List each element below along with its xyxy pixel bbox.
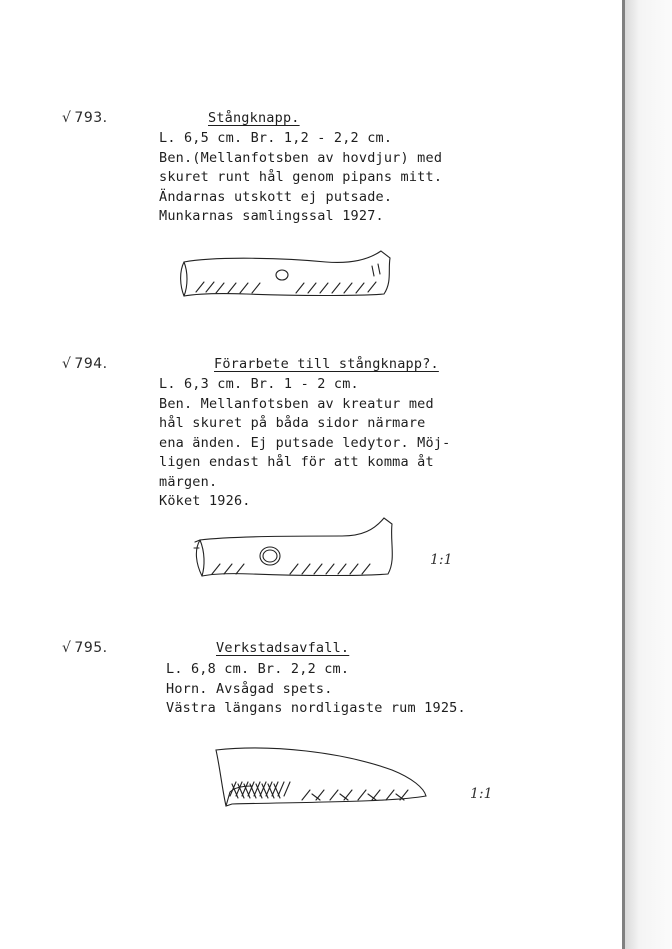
description-line: Ändarnas utskott ej putsade.	[159, 188, 393, 205]
check-mark: √	[62, 110, 72, 126]
entry-description	[159, 375, 450, 512]
entry-number	[62, 110, 108, 126]
entry-number	[62, 640, 108, 656]
description-line: Västra längans nordligaste rum 1925.	[166, 700, 466, 716]
description-line: L. 6,5 cm. Br. 1,2 - 2,2 cm.	[159, 130, 393, 146]
bone-sketch-794	[192, 512, 404, 582]
description-line: L. 6,3 cm. Br. 1 - 2 cm.	[159, 376, 359, 392]
description-line: märgen.	[159, 473, 218, 490]
description-line: ena änden. Ej putsade ledytor. Möj-	[159, 434, 451, 451]
description-line: Köket 1926.	[159, 493, 251, 509]
entry-number-text: 794.	[74, 356, 108, 372]
bone-sketch-793	[176, 246, 400, 302]
page-shadow	[625, 0, 672, 949]
entry-number	[62, 356, 108, 372]
description-line: Horn. Avsågad spets.	[166, 680, 333, 697]
check-mark: √	[62, 640, 72, 656]
description-line: Munkarnas samlingssal 1927.	[159, 208, 384, 224]
entry-title: Stångknapp.	[208, 110, 300, 126]
description-line: Ben.(Mellanfotsben av hovdjur) med	[159, 149, 443, 166]
check-mark: √	[62, 356, 72, 372]
horn-sketch-795	[212, 744, 430, 812]
entry-number-text: 793.	[74, 110, 108, 126]
entry-description	[159, 129, 442, 227]
description-line: skuret runt hål genom pipans mitt.	[159, 169, 443, 185]
description-line: Ben. Mellanfotsben av kreatur med	[159, 395, 434, 412]
description-line: ligen endast hål för att komma åt	[159, 454, 434, 470]
description-line: hål skuret på båda sidor närmare	[159, 415, 426, 431]
entry-title: Förarbete till stångknapp?.	[214, 356, 439, 372]
description-line: L. 6,8 cm. Br. 2,2 cm.	[166, 661, 350, 677]
entry-number-text: 795.	[74, 640, 108, 656]
scale-label: 1:1	[470, 786, 493, 802]
scale-label: 1:1	[430, 552, 453, 568]
entry-description	[166, 660, 466, 719]
entry-title: Verkstadsavfall.	[216, 640, 350, 656]
